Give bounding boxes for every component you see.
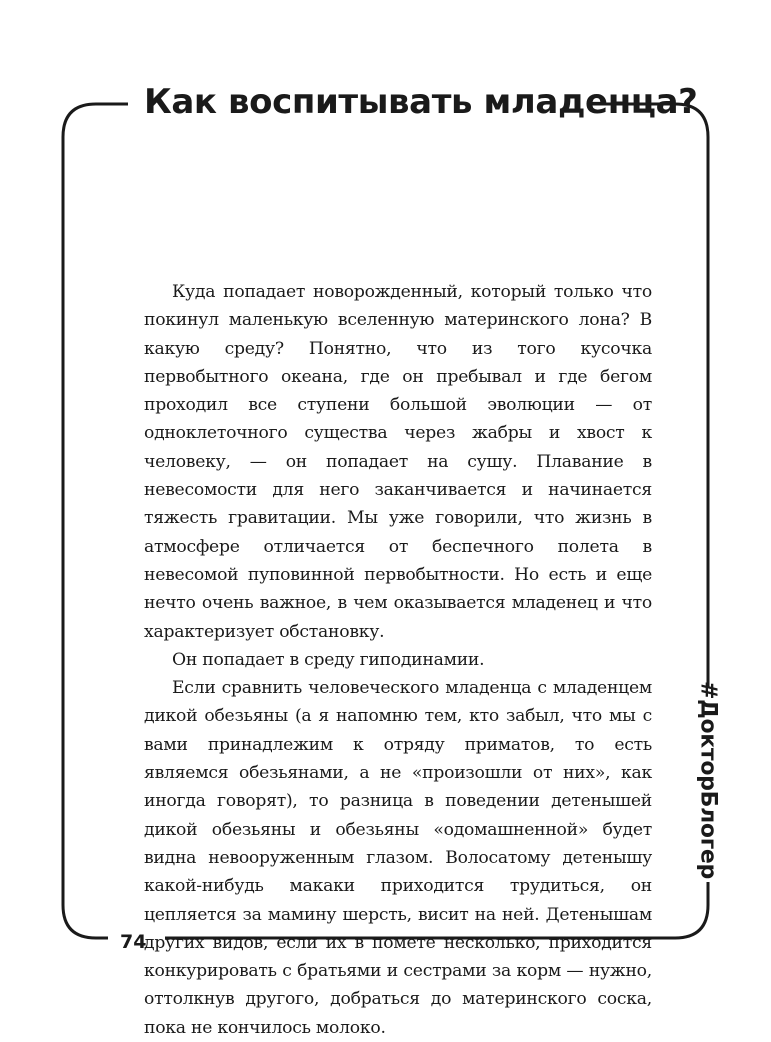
page-number: 74	[120, 931, 147, 953]
side-hashtag-label: #ДокторБлогер	[695, 681, 721, 879]
side-hashtag	[690, 681, 726, 879]
border-top-left-segment	[63, 104, 128, 137]
page-title: Как воспитывать младенца?	[144, 82, 698, 122]
border-left-segment	[63, 137, 108, 938]
paragraph: Если сравнить человеческого младенца с младенцем дикой обезьяны (а я напомню тем, кто забыл, что мы с вами принадлежим к отряду приматов, то есть являемся обезьянами, а не «произошли от них», как иногда говорят), то разница в поведении детенышей дикой обезьяны и обезьяны «одомашненной» будет видна невооруженным глазом. Волосатому детенышу какой-нибудь макаки приходится трудиться, он цепляется за мамину шерсть, висит на ней. Детенышам других видов, если их в помете несколько, приходится конкурировать с братьями и сестрами за корм — нужно, оттолкнув другого, добраться до материнского соска, пока не кончилось молоко.	[144, 678, 652, 1038]
body-text	[144, 278, 652, 1042]
paragraph: Он попадает в среду гиподинамии.	[172, 649, 485, 670]
paragraph: Куда попадает новорожденный, который только что покинул маленькую вселенную материнского лона? В какую среду? Понятно, что из того кусочка первобытного океана, где он пребывал и где бегом проходил все ступени большой эволюции — от одноклеточного существа через жабры и хвост к человеку, — он попадает на сушу. Плавание в невесомости для него заканчивается и начинается тяжесть гравитации. Мы уже говорили, что жизнь в атмосфере отличается от беспечного полета в невесомой пуповинной первобытности. Но есть и еще нечто очень важное, в чем оказывается младенец и что характеризует обстановку.	[144, 282, 652, 642]
